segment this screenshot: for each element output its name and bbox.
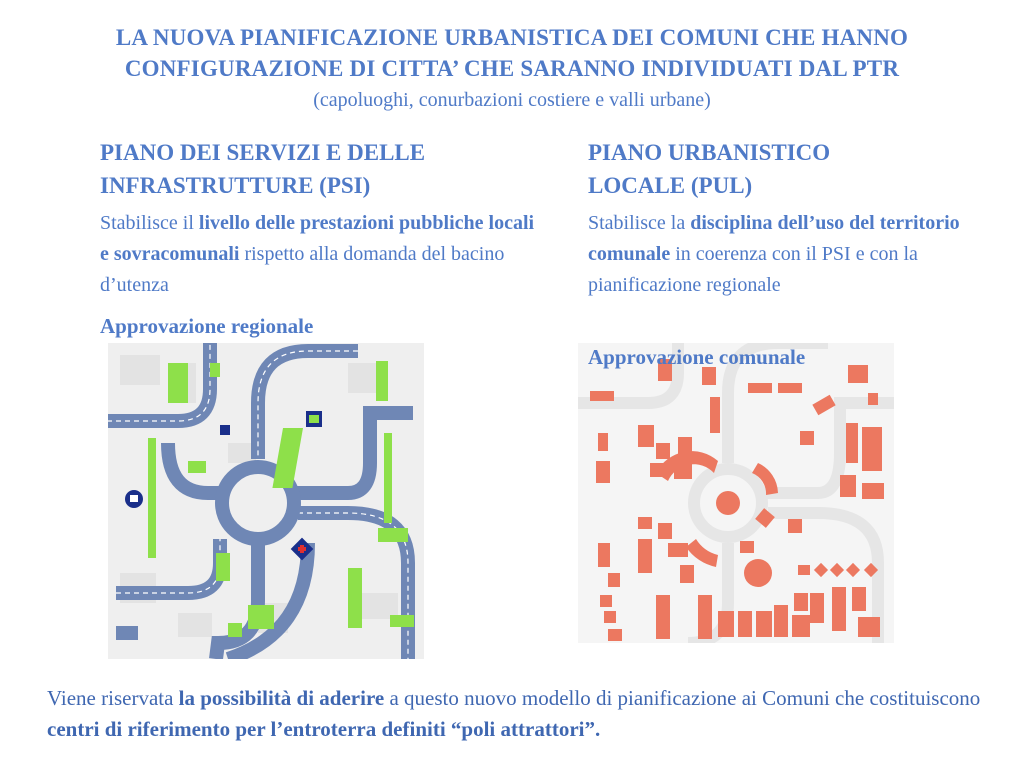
psi-approval: Approvazione regionale [100, 314, 314, 338]
bus-icon [125, 490, 143, 508]
footer-part-2: a questo nuovo modello di pianificazione ai Comuni che costituiscono [384, 686, 981, 710]
page-subtitle: (capoluoghi, conurbazioni costiere e valli urbane) [313, 89, 711, 111]
title-line-2: CONFIGURAZIONE DI CITTA’ CHE SARANNO INDIVIDUATI DAL PTR [124, 56, 900, 81]
psi-text-post: rispetto alla domanda del bacino d’utenza [100, 243, 505, 296]
buildings-map [578, 343, 894, 643]
footer-bold-2: centri di riferimento per l’entroterra definiti “poli attrattori”. [47, 717, 601, 741]
psi-text-pre: Stabilisce il [100, 212, 199, 234]
pul-text-bold: disciplina dell’uso del territorio comunale [588, 212, 960, 265]
footer-part-1: Viene riservata [47, 686, 179, 710]
title-line-1: LA NUOVA PIANIFICAZIONE URBANISTICA DEI COMUNI CHE HANNO [115, 25, 909, 50]
school-icon [306, 411, 322, 427]
pul-description [588, 208, 968, 301]
psi-heading [100, 136, 425, 202]
pul-text-pre: Stabilisce la [588, 212, 691, 234]
pul-text-post: in coerenza con il PSI e con la pianificazione regionale [588, 243, 918, 296]
footer-bold-1: la possibilità di aderire [178, 686, 385, 710]
pul-heading [588, 136, 830, 202]
psi-heading-line-1: PIANO DEI SERVIZI E DELLE [100, 140, 426, 165]
services-map [108, 343, 424, 659]
psi-heading-line-2: INFRASTRUTTURE (PSI) [100, 173, 371, 198]
psi-text-bold: livello delle prestazioni pubbliche locali e sovracomunali [100, 212, 535, 265]
page-title [0, 22, 1024, 84]
psi-description [100, 208, 540, 301]
pul-approval: Approvazione comunale [588, 345, 806, 369]
pul-heading-line-1: PIANO URBANISTICO [588, 140, 831, 165]
buildings-map-illustration [578, 343, 894, 643]
footer-note [47, 683, 987, 745]
services-map-illustration [108, 343, 424, 659]
pul-heading-line-2: LOCALE (PUL) [588, 173, 753, 198]
office-icon [220, 425, 230, 435]
